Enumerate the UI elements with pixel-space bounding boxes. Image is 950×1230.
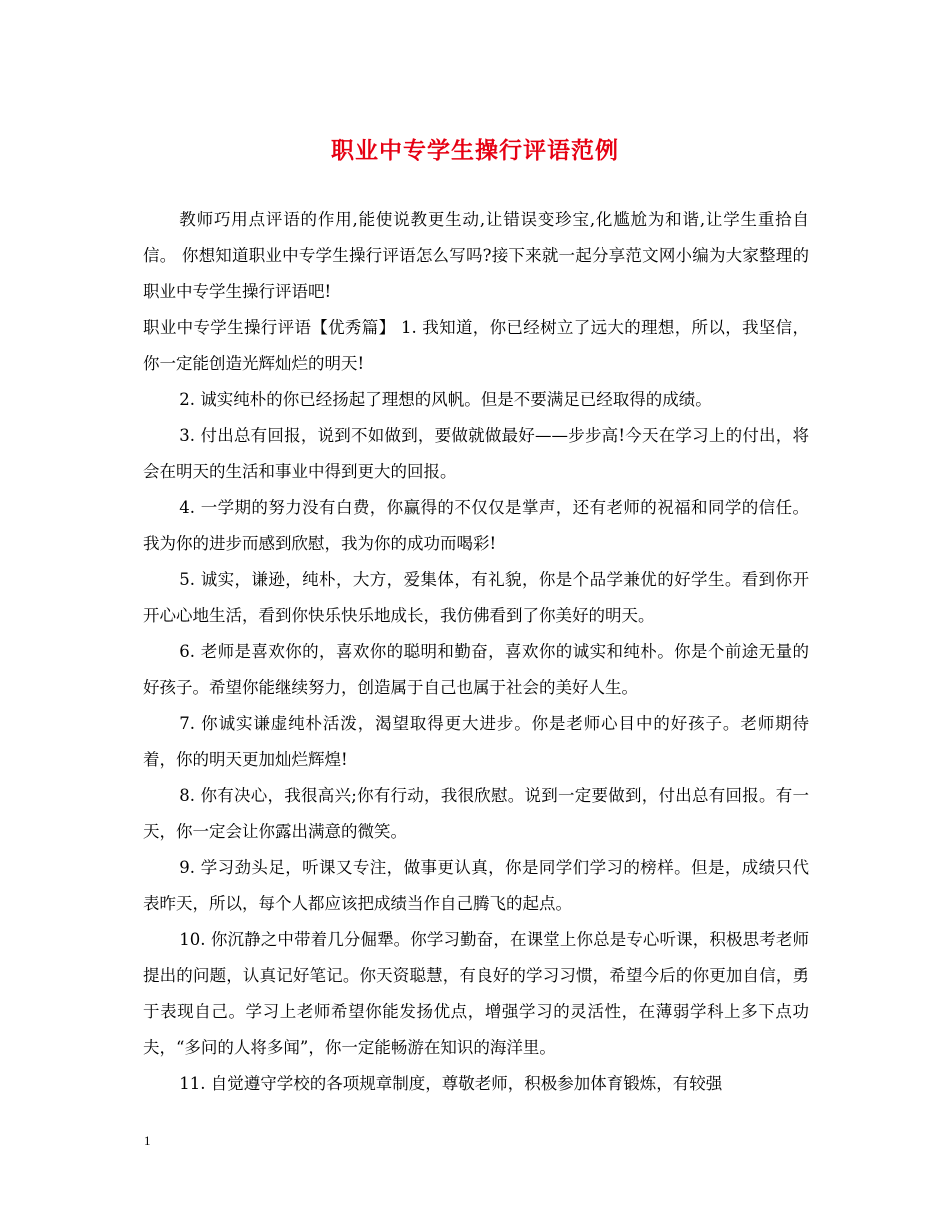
comment-paragraph-9: 9. 学习劲头足，听课又专注，做事更认真，你是同学们学习的榜样。但是，成绩只代表昨天，所以，每个人都应该把成绩当作自己腾飞的起点。 <box>143 858 809 913</box>
comment-paragraph-1: 职业中专学生操行评语【优秀篇】 1. 我知道，你已经树立了远大的理想，所以，我坚信，你一定能创造光辉灿烂的明天! <box>143 318 809 373</box>
comment-paragraph-6: 6. 老师是喜欢你的，喜欢你的聪明和勤奋，喜欢你的诚实和纯朴。你是个前途无量的好孩子。希望你能继续努力，创造属于自己也属于社会的美好人生。 <box>143 642 809 697</box>
document-title: 职业中专学生操行评语范例 <box>331 137 619 164</box>
comment-paragraph-10: 10. 你沉静之中带着几分倔犟。你学习勤奋，在课堂上你总是专心听课，积极思考老师提出的问题，认真记好笔记。你天资聪慧，有良好的学习习惯，希望今后的你更加自信，勇于表现自己。学习上老师希望你能发扬优点，增强学习的灵活性，在薄弱学科上多下点功夫，“多问的人将多闻”，你一定能畅游在知识的海洋里。 <box>143 930 809 1057</box>
comment-paragraph-5: 5. 诚实，谦逊，纯朴，大方，爱集体，有礼貌，你是个品学兼优的好学生。看到你开开心心地生活，看到你快乐快乐地成长，我仿佛看到了你美好的明天。 <box>143 570 809 625</box>
comment-paragraph-8: 8. 你有决心，我很高兴;你有行动，我很欣慰。说到一定要做到，付出总有回报。有一天，你一定会让你露出满意的微笑。 <box>143 786 809 841</box>
comment-paragraph-11: 11. 自觉遵守学校的各项规章制度，尊敬老师，积极参加体育锻炼，有较强 <box>179 1074 723 1093</box>
comment-paragraph-4: 4. 一学期的努力没有白费，你赢得的不仅仅是掌声，还有老师的祝福和同学的信任。我为你的进步而感到欣慰，我为你的成功而喝彩! <box>143 498 809 553</box>
comment-paragraph-2: 2. 诚实纯朴的你已经扬起了理想的风帆。但是不要满足已经取得的成绩。 <box>179 390 712 409</box>
intro-paragraph: 教师巧用点评语的作用,能使说教更生动,让错误变珍宝,化尴尬为和谐,让学生重拾自信。 你想知道职业中专学生操行评语怎么写吗?接下来就一起分享范文网小编为大家整理的职业中专学生操行评语吧! <box>143 210 809 301</box>
comment-paragraph-3: 3. 付出总有回报，说到不如做到，要做就做最好——步步高!今天在学习上的付出，将会在明天的生活和事业中得到更大的回报。 <box>143 426 809 481</box>
comment-paragraph-7: 7. 你诚实谦虚纯朴活泼，渴望取得更大进步。你是老师心目中的好孩子。老师期待着，你的明天更加灿烂辉煌! <box>143 714 809 769</box>
page-number: 1 <box>144 1133 151 1148</box>
document-body <box>143 202 809 1102</box>
